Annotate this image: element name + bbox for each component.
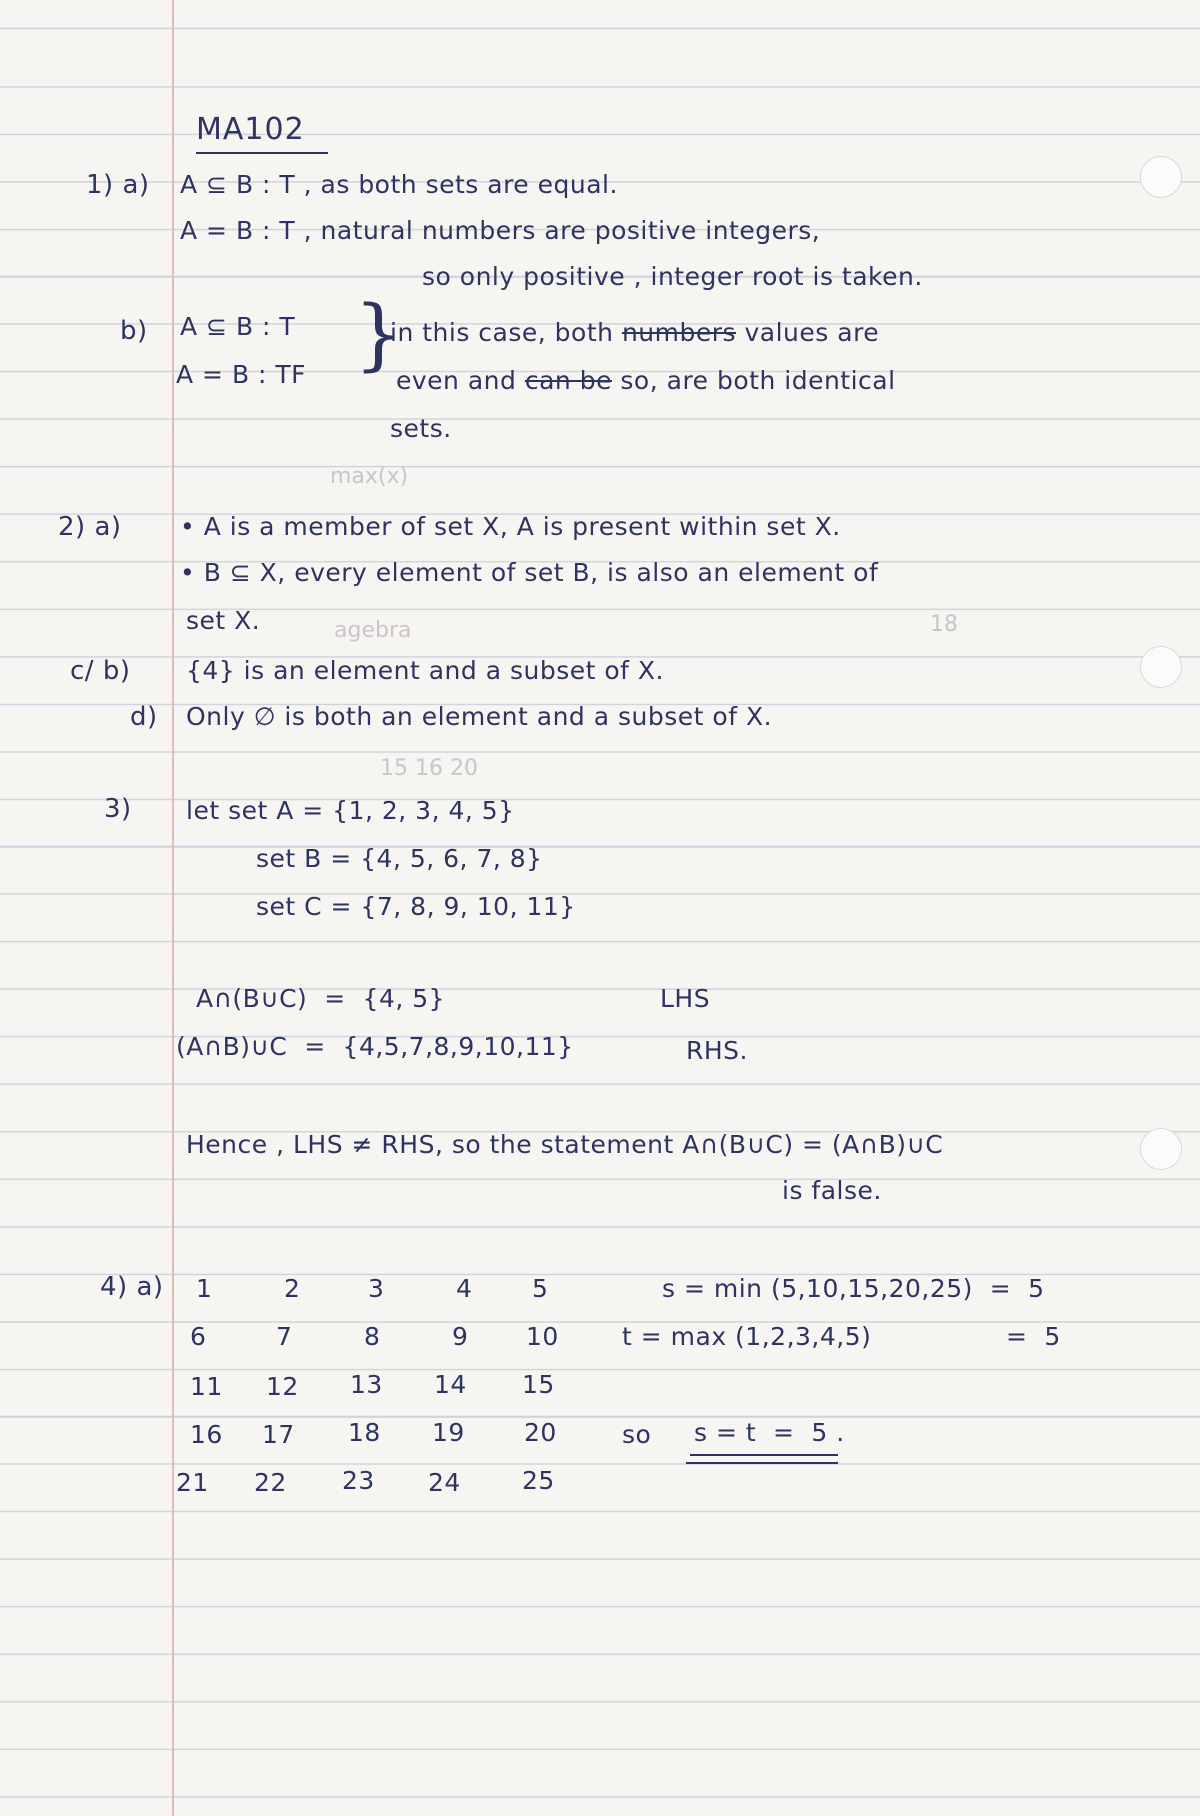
punch-hole	[1140, 646, 1182, 688]
result-double-underline	[690, 1454, 838, 1456]
margin-line	[172, 0, 174, 1816]
punch-hole	[1140, 1128, 1182, 1170]
q2c-line: {4} is an element and a subset of X.	[186, 656, 664, 685]
grid-cell: 15	[522, 1370, 555, 1399]
bleed-through-text: 15 16 20	[380, 756, 478, 781]
grid-cell: 20	[524, 1418, 557, 1447]
q3-rhs-tag: RHS.	[686, 1036, 748, 1065]
q2b-line: • B ⊆ X, every element of set B, is also an element of	[180, 558, 879, 587]
grid-cell: 1	[196, 1274, 213, 1303]
q3-conclusion: Hence , LHS ≠ RHS, so the statement A∩(B∪C) = (A∩B)∪C	[186, 1130, 944, 1159]
page-title: MA102	[196, 112, 305, 147]
q4-t-line: t = max (1,2,3,4,5)	[622, 1322, 872, 1351]
grid-cell: 4	[456, 1274, 473, 1303]
bleed-through-text: agebra	[334, 618, 412, 643]
q3-rhs-expr: (A∩B)∪C = {4,5,7,8,9,10,11}	[176, 1032, 574, 1061]
grid-cell: 24	[428, 1468, 461, 1497]
grid-cell: 10	[526, 1322, 559, 1351]
q2d-line: Only ∅ is both an element and a subset of X.	[186, 702, 773, 731]
q3-set-b: set B = {4, 5, 6, 7, 8}	[256, 844, 543, 873]
q3-label: 3)	[104, 794, 132, 824]
title-underline	[196, 152, 328, 154]
grid-cell: 19	[432, 1418, 465, 1447]
grid-cell: 3	[368, 1274, 385, 1303]
q3-set-c: set C = {7, 8, 9, 10, 11}	[256, 892, 576, 921]
q4-t-value: = 5	[1006, 1322, 1061, 1351]
grid-cell: 5	[532, 1274, 549, 1303]
q2b-line2: set X.	[186, 606, 261, 635]
grid-cell: 12	[266, 1372, 299, 1401]
q4-result: s = t = 5 .	[694, 1418, 845, 1447]
q4-label: 4) a)	[100, 1272, 164, 1302]
q1b-label: b)	[120, 316, 148, 346]
struck-word: numbers	[621, 318, 737, 347]
q1a-line1: A ⊆ B : T , as both sets are equal.	[180, 170, 618, 199]
q1a-line2: A = B : T , natural numbers are positive integers,	[180, 216, 821, 245]
q1a-label: 1) a)	[86, 170, 150, 200]
grid-cell: 23	[342, 1466, 375, 1495]
brace-symbol: }	[354, 290, 404, 380]
grid-cell: 18	[348, 1418, 381, 1447]
q1b-text1: in this case, both numbers values are	[390, 318, 880, 347]
q2a-label: 2) a)	[58, 512, 122, 542]
grid-cell: 9	[452, 1322, 469, 1351]
q1b-text2: even and can be so, are both identical	[396, 366, 896, 395]
q3-set-a: let set A = {1, 2, 3, 4, 5}	[186, 796, 515, 825]
grid-cell: 17	[262, 1420, 295, 1449]
q4-so: so	[622, 1420, 652, 1449]
bleed-through-text: max(x)	[330, 464, 409, 489]
grid-cell: 2	[284, 1274, 301, 1303]
grid-cell: 8	[364, 1322, 381, 1351]
grid-cell: 25	[522, 1466, 555, 1495]
q1b-line1: A ⊆ B : T	[180, 312, 296, 341]
result-double-underline	[686, 1462, 838, 1464]
q3-lhs-expr: A∩(B∪C) = {4, 5}	[196, 984, 446, 1013]
grid-cell: 14	[434, 1370, 467, 1399]
q4-s-line: s = min (5,10,15,20,25) = 5	[662, 1274, 1045, 1303]
q2a-line: • A is a member of set X, A is present within set X.	[180, 512, 841, 541]
q1a-line3: so only positive , integer root is taken.	[422, 262, 923, 291]
q3-lhs-tag: LHS	[660, 984, 711, 1013]
q1b-text3: sets.	[390, 414, 452, 443]
punch-hole	[1140, 156, 1182, 198]
grid-cell: 16	[190, 1420, 223, 1449]
bleed-through-text: 18	[930, 612, 958, 637]
grid-cell: 6	[190, 1322, 207, 1351]
q2c-label: c/ b)	[70, 656, 131, 686]
q3-conclusion-end: is false.	[782, 1176, 882, 1205]
grid-cell: 13	[350, 1370, 383, 1399]
grid-cell: 7	[276, 1322, 293, 1351]
grid-cell: 21	[176, 1468, 209, 1497]
q1b-line2: A = B : TF	[176, 360, 307, 389]
struck-word: can be	[524, 366, 612, 395]
grid-cell: 22	[254, 1468, 287, 1497]
q2d-label: d)	[130, 702, 158, 732]
grid-cell: 11	[190, 1372, 223, 1401]
